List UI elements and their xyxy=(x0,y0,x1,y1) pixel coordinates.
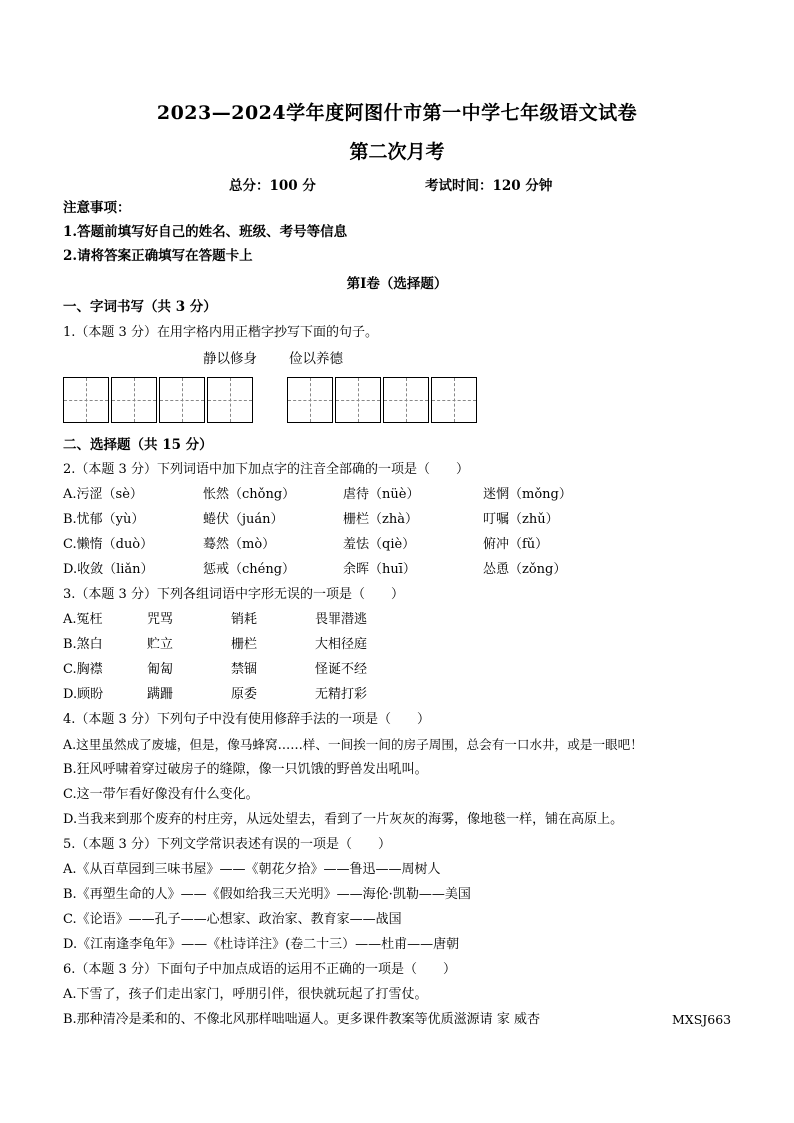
q3-option: 蹒跚 xyxy=(147,687,174,702)
exam-time: 考试时间：120 分钟 xyxy=(425,178,553,194)
phrase-2: 俭以养德 xyxy=(289,351,343,367)
writing-grid-2 xyxy=(287,377,479,423)
question-5: 5.（本题 3 分）下列文学常识表述有误的一项是（ ） xyxy=(63,837,391,852)
question-1: 1.（本题 3 分）在用字格内用正楷字抄写下面的句子。 xyxy=(63,325,378,340)
q2-option: 蓦然（mò） xyxy=(203,537,276,552)
q2-option: 怅然（chǒng） xyxy=(203,487,296,502)
q3-option: B.煞白 xyxy=(63,637,103,652)
q2-option: 迷惘（mǒng） xyxy=(483,487,572,502)
q3-option: 怪诞不经 xyxy=(315,662,368,677)
grid-cell xyxy=(159,377,205,423)
q2-option: 蜷伏（juán） xyxy=(203,512,284,527)
q2-option: 羞怯（qiè） xyxy=(343,537,416,552)
q3-option: 销耗 xyxy=(231,612,258,627)
section-2-heading: 二、选择题（共 15 分） xyxy=(63,437,213,453)
question-4: 4.（本题 3 分）下列句子中没有使用修辞手法的一项是（ ） xyxy=(63,712,430,727)
volume-title: 第Ⅰ卷（选择题） xyxy=(346,276,448,292)
grid-cell xyxy=(63,377,109,423)
notice-item-1: 1.答题前填写好自己的姓名、班级、考号等信息 xyxy=(63,224,348,240)
q3-option: 栅栏 xyxy=(231,637,258,652)
grid-cell xyxy=(287,377,333,423)
grid-cell xyxy=(431,377,477,423)
section-1-heading: 一、字词书写（共 3 分） xyxy=(63,299,217,315)
notice-item-2: 2.请将答案正确填写在答题卡上 xyxy=(63,248,253,264)
q4-option-c: C.这一带乍看好像没有什么变化。 xyxy=(63,787,259,802)
q2-option: 虐待（nüè） xyxy=(343,487,420,502)
grid-cell xyxy=(207,377,253,423)
q3-option: 匍匐 xyxy=(147,662,174,677)
q2-option: 栅栏（zhà） xyxy=(343,512,418,527)
question-3: 3.（本题 3 分）下列各组词语中字形无误的一项是（ ） xyxy=(63,587,404,602)
q3-option: 畏罪潜逃 xyxy=(315,612,368,627)
q3-option: 咒骂 xyxy=(147,612,174,627)
q6-option-b: B.那种清冷是柔和的、不像北风那样咄咄逼人。更多课件教案等优质滋源请 家 威杏 xyxy=(63,1012,540,1027)
grid-cell xyxy=(111,377,157,423)
q2-option: C.懒惰（duò） xyxy=(63,537,154,552)
q3-option: A.冤枉 xyxy=(63,612,103,627)
q3-option: 大相径庭 xyxy=(315,637,368,652)
q2-option: D.收敛（liǎn） xyxy=(63,562,154,577)
q2-option: B.忧郁（yù） xyxy=(63,512,145,527)
q5-option-d: D.《江南逢李龟年》——《杜诗详注》(卷二十三）——杜甫——唐朝 xyxy=(63,937,460,952)
grid-cell xyxy=(383,377,429,423)
phrase-1: 静以修身 xyxy=(203,351,257,367)
q2-option: 惩戒（chéng） xyxy=(203,562,296,577)
notice-heading: 注意事项： xyxy=(63,200,131,216)
footer-code: MXSJ663 xyxy=(672,1012,732,1027)
q6-option-a: A.下雪了，孩子们走出家门，呼朋引伴，很快就玩起了打雪仗。 xyxy=(63,987,428,1002)
grid-cell xyxy=(335,377,381,423)
total-score: 总分：100 分 xyxy=(229,178,316,194)
q4-option-a: A.这里虽然成了废墟，但是，像马蜂窝……样、一间挨一间的房子周围，总会有一口水井，或是一眼吧！ xyxy=(63,737,643,752)
q2-option: A.污涩（sè） xyxy=(63,487,143,502)
exam-subtitle: 第二次月考 xyxy=(349,141,445,163)
q3-option: 无精打彩 xyxy=(315,687,368,702)
q3-option: 禁锢 xyxy=(231,662,258,677)
q2-option: 怂恿（zǒng） xyxy=(483,562,567,577)
q5-option-b: B.《再塑生命的人》——《假如给我三天光明》——海伦·凯勒——美国 xyxy=(63,887,471,902)
q3-option: 原委 xyxy=(231,687,258,702)
q4-option-b: B.狂风呼啸着穿过破房子的缝隙，像一只饥饿的野兽发出吼叫。 xyxy=(63,762,428,777)
q3-option: D.顾盼 xyxy=(63,687,104,702)
q5-option-a: A.《从百草园到三味书屋》——《朝花夕拾》——鲁迅——周树人 xyxy=(63,862,441,877)
q4-option-d: D.当我来到那个废弃的村庄旁，从远处望去，看到了一片灰灰的海雾，像地毯一样，铺在高原上。 xyxy=(63,812,624,827)
question-6: 6.（本题 3 分）下面句子中加点成语的运用不正确的一项是（ ） xyxy=(63,962,456,977)
q2-option: 叮嘱（zhǔ） xyxy=(483,512,559,527)
q5-option-c: C.《论语》——孔子——心想家、政治家、教育家——战国 xyxy=(63,912,402,927)
q2-option: 俯冲（fǔ） xyxy=(483,537,549,552)
q3-option: 贮立 xyxy=(147,637,174,652)
exam-title: 2023—2024学年度阿图什市第一中学七年级语文试卷 xyxy=(156,102,638,124)
q2-option: 余晖（huī） xyxy=(343,562,416,577)
writing-grid-1 xyxy=(63,377,255,423)
question-2: 2.（本题 3 分）下列词语中加下加点字的注音全部确的一项是（ ） xyxy=(63,462,469,477)
q3-option: C.胸襟 xyxy=(63,662,103,677)
